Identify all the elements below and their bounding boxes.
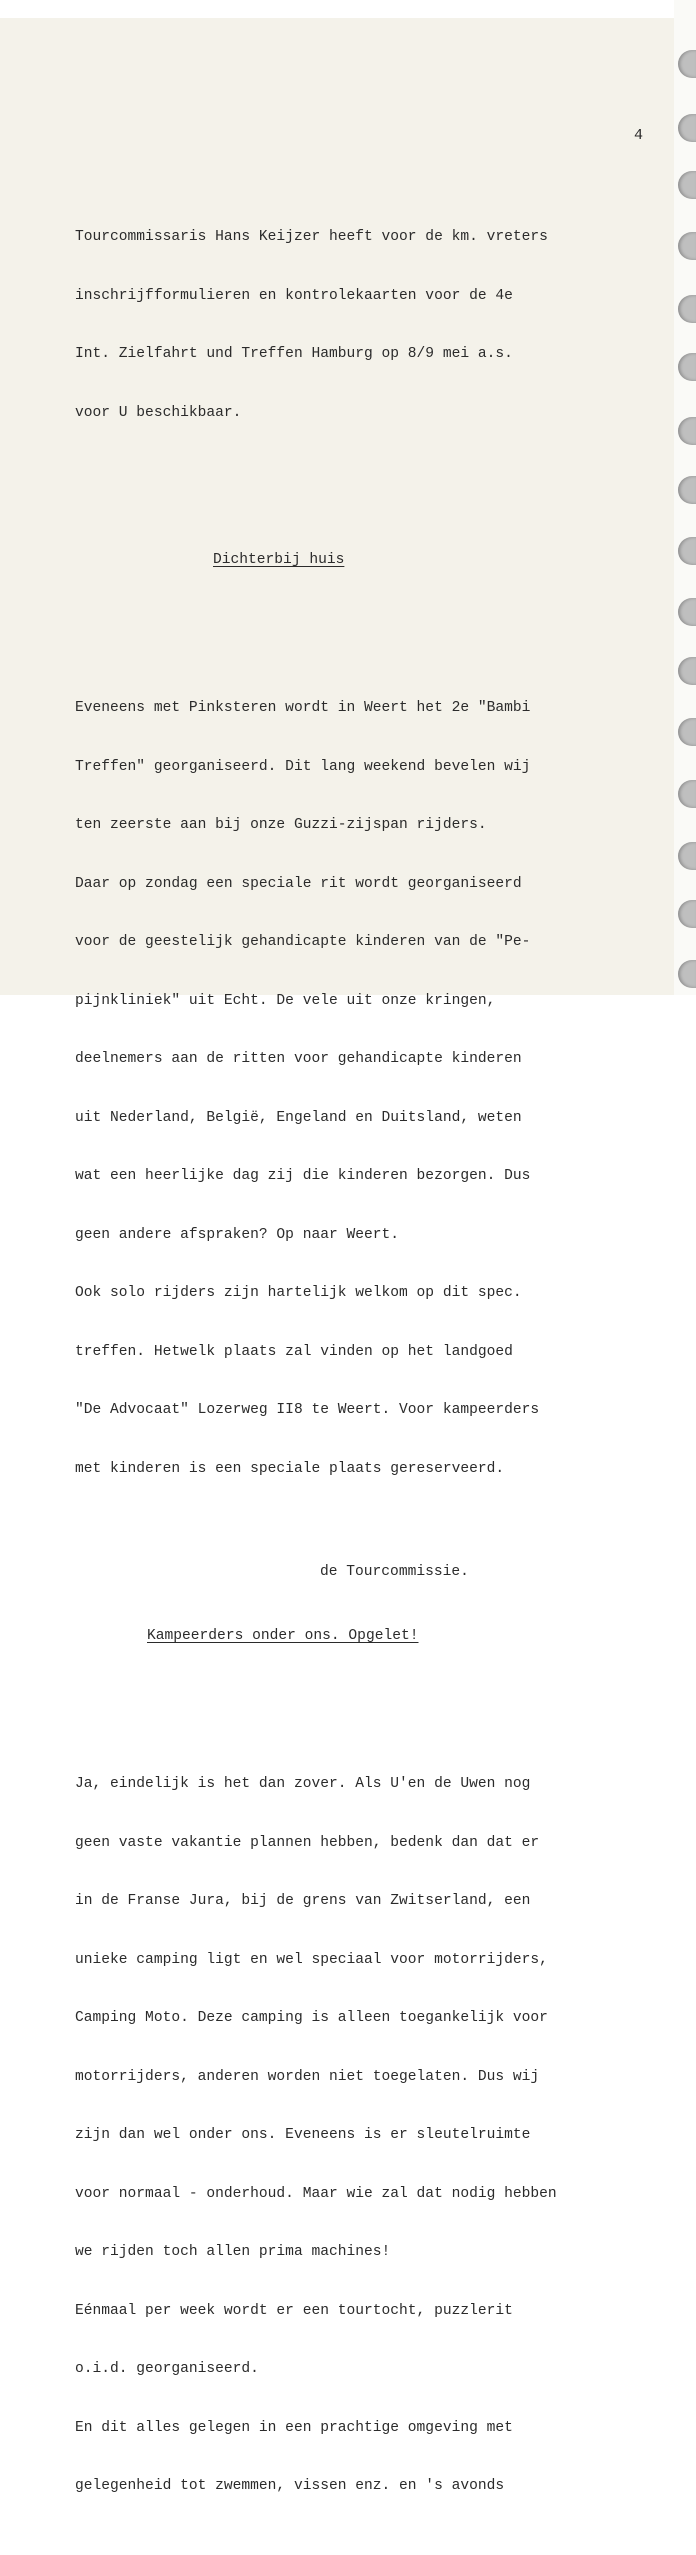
signature: de Tourcommissie. xyxy=(320,1564,469,1580)
text-line: we rijden toch allen prima machines! xyxy=(75,2244,391,2260)
text-line: voor normaal - onderhoud. Maar wie zal dat nodig hebben xyxy=(75,2185,557,2202)
text-line: o.i.d. georganiseerd. xyxy=(75,2361,259,2377)
text-line: voor de geestelijk gehandicapte kinderen van de "Pe- xyxy=(75,934,531,950)
binder-hole xyxy=(678,537,696,565)
heading-dichterbij-huis: Dichterbij huis xyxy=(213,552,345,568)
binder-hole xyxy=(678,232,696,260)
binder-hole xyxy=(678,114,696,142)
text-line: Treffen" georganiseerd. Dit lang weekend bevelen wij xyxy=(75,758,531,775)
text-line: zijn dan wel onder ons. Eveneens is er sleutelruimte xyxy=(75,2127,531,2143)
text-line: in de Franse Jura, bij de grens van Zwitserland, een xyxy=(75,1893,531,1909)
text-line: Tourcommissaris Hans Keijzer heeft voor de km. vreters xyxy=(75,229,548,245)
binder-hole xyxy=(678,598,696,626)
page-body xyxy=(75,150,665,2555)
spacer xyxy=(75,613,665,621)
binder-hole xyxy=(678,960,696,988)
binder-hole xyxy=(678,417,696,445)
text-line: motorrijders, anderen worden niet toegelaten. Dus wij xyxy=(75,2068,540,2085)
binder-hole xyxy=(678,657,696,685)
binder-hole xyxy=(678,353,696,381)
text-line: Ook solo rijders zijn hartelijk welkom op dit spec. xyxy=(75,1285,522,1301)
binder-hole xyxy=(678,718,696,746)
text-line: treffen. Hetwelk plaats zal vinden op het landgoed xyxy=(75,1343,513,1360)
binder-hole xyxy=(678,295,696,323)
heading-kampeerders: Kampeerders onder ons. Opgelet! xyxy=(147,1628,419,1644)
page-number: 4 xyxy=(634,127,644,144)
text-line: ten zeerste aan bij onze Guzzi-zijspan rijders. xyxy=(75,817,487,833)
text-line: Int. Zielfahrt und Treffen Hamburg op 8/9 mei a.s. xyxy=(75,346,513,362)
binder-hole xyxy=(678,171,696,199)
text-line: unieke camping ligt en wel speciaal voor motorrijders, xyxy=(75,1951,548,1968)
text-line: geen andere afspraken? Op naar Weert. xyxy=(75,1226,400,1243)
binder-hole xyxy=(678,780,696,808)
binder-hole xyxy=(678,476,696,504)
text-line: Ja, eindelijk is het dan zover. Als U'en de Uwen nog xyxy=(75,1776,531,1792)
text-line: inschrijfformulieren en kontrolekaarten voor de 4e xyxy=(75,287,513,304)
text-line: Camping Moto. Deze camping is alleen toegankelijk voor xyxy=(75,2010,548,2026)
paragraph-bambi-treffen xyxy=(75,660,665,1518)
spacer xyxy=(75,1689,665,1697)
text-line: "De Advocaat" Lozerweg II8 te Weert. Voor kampeerders xyxy=(75,1402,540,1418)
text-line: wat een heerlijke dag zij die kinderen bezorgen. Dus xyxy=(75,1168,531,1184)
text-line: Eveneens met Pinksteren wordt in Weert het 2e "Bambi xyxy=(75,700,531,716)
text-line: uit Nederland, België, Engeland en Duitsland, weten xyxy=(75,1109,522,1126)
text-line: voor U beschikbaar. xyxy=(75,404,242,421)
text-line: geen vaste vakantie plannen hebben, bedenk dan dat er xyxy=(75,1834,540,1851)
text-line: deelnemers aan de ritten voor gehandicapte kinderen xyxy=(75,1051,522,1067)
paragraph-tourcommissaris xyxy=(75,189,665,462)
binder-hole xyxy=(678,50,696,78)
binder-margin xyxy=(674,0,696,995)
text-line: Eénmaal per week wordt er een tourtocht, puzzlerit xyxy=(75,2302,513,2319)
text-line: En dit alles gelegen in een prachtige omgeving met xyxy=(75,2419,513,2436)
binder-hole xyxy=(678,842,696,870)
text-line: pijnkliniek" uit Echt. De vele uit onze kringen, xyxy=(75,992,496,1009)
text-line: Daar op zondag een speciale rit wordt georganiseerd xyxy=(75,875,522,892)
paragraph-camping-moto xyxy=(75,1736,665,2536)
binder-hole xyxy=(678,900,696,928)
text-line: gelegenheid tot zwemmen, vissen enz. en 's avonds xyxy=(75,2478,505,2494)
text-line: met kinderen is een speciale plaats gereserveerd. xyxy=(75,1460,505,1477)
spacer xyxy=(75,501,665,509)
